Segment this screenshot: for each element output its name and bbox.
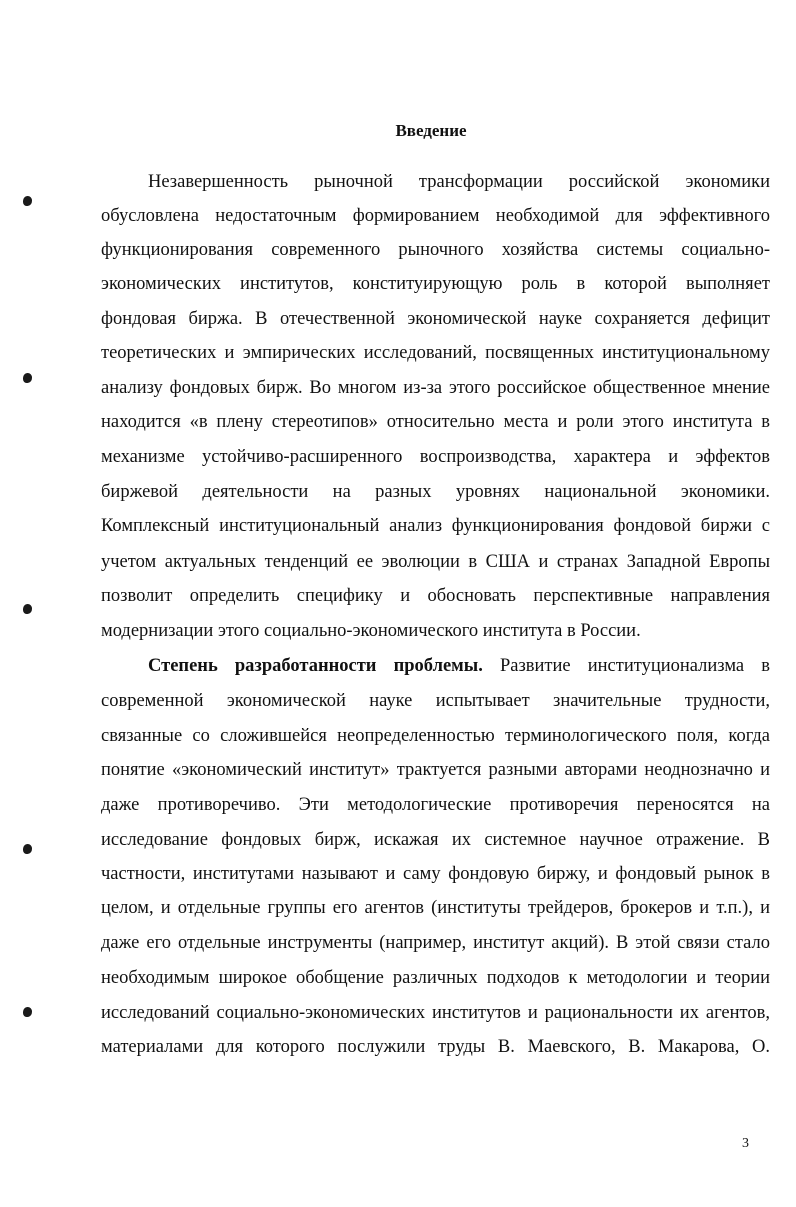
paragraph-line: анализу фондовых бирж. Во многом из-за этого российское общественное мнение <box>101 378 770 398</box>
paragraph-line: позволит определить специфику и обосновать перспективные направления <box>101 586 770 606</box>
paragraph-line: биржевой деятельности на разных уровнях национальной экономики. <box>101 482 770 502</box>
paragraph-line: функционирования современного рыночного хозяйства системы социально- <box>101 240 770 260</box>
paragraph-line: Комплексный институциональный анализ функционирования фондовой биржи с <box>101 516 770 536</box>
paragraph-line: необходимым широкое обобщение различных подходов к методологии и теории <box>101 968 770 988</box>
paragraph-lead-line <box>148 654 770 678</box>
lead-line-rest: Развитие институционализма в <box>482 656 771 676</box>
paragraph-line: исследование фондовых бирж, искажая их системное научное отражение. В <box>101 830 770 850</box>
bold-lead-phrase: Степень разработанности проблемы. <box>148 656 483 676</box>
paragraph-line: Незавершенность рыночной трансформации российской экономики <box>148 172 770 192</box>
paragraph-line: современной экономической науке испытывает значительные трудности, <box>101 691 770 711</box>
paragraph-line: механизме устойчиво-расширенного воспроизводства, характера и эффектов <box>101 447 770 467</box>
paragraph-line: экономических институтов, конституирующую роль в которой выполняет <box>101 274 770 294</box>
paragraph-line: модернизации этого социально-экономического института в России. <box>101 621 641 641</box>
paragraph-line: частности, институтами называют и саму фондовую биржу, и фондовый рынок в <box>101 864 770 884</box>
binding-hole-mark <box>23 844 32 854</box>
binding-hole-mark <box>23 196 32 206</box>
paragraph-line: обусловлена недостаточным формированием необходимой для эффективного <box>101 206 770 226</box>
paragraph-line: материалами для которого послужили труды В. Маевского, В. Макарова, О. <box>101 1037 770 1057</box>
section-heading: Введение <box>395 121 467 140</box>
binding-hole-mark <box>23 1007 32 1017</box>
paragraph-line: находится «в плену стереотипов» относительно места и роли этого института в <box>101 412 770 432</box>
paragraph-line: теоретических и эмпирических исследований, посвященных институциональному <box>101 343 770 363</box>
page-number: 3 <box>742 1136 749 1151</box>
paragraph-line: целом, и отдельные группы его агентов (институты трейдеров, брокеров и т.п.), и <box>101 898 770 918</box>
paragraph-line: учетом актуальных тенденций ее эволюции в США и странах Западной Европы <box>101 552 770 572</box>
paragraph-line: даже противоречиво. Эти методологические противоречия переносятся на <box>101 795 770 815</box>
binding-hole-mark <box>23 373 32 383</box>
paragraph-line: понятие «экономический институт» трактуется разными авторами неоднозначно и <box>101 760 770 780</box>
binding-hole-mark <box>23 604 32 614</box>
paragraph-line: даже его отдельные инструменты (например, институт акций). В этой связи стало <box>101 933 770 953</box>
paragraph-line: фондовая биржа. В отечественной экономической науке сохраняется дефицит <box>101 309 770 329</box>
paragraph-line: связанные со сложившейся неопределенностью терминологического поля, когда <box>101 726 770 746</box>
paragraph-line: исследований социально-экономических институтов и рациональности их агентов, <box>101 1003 770 1023</box>
